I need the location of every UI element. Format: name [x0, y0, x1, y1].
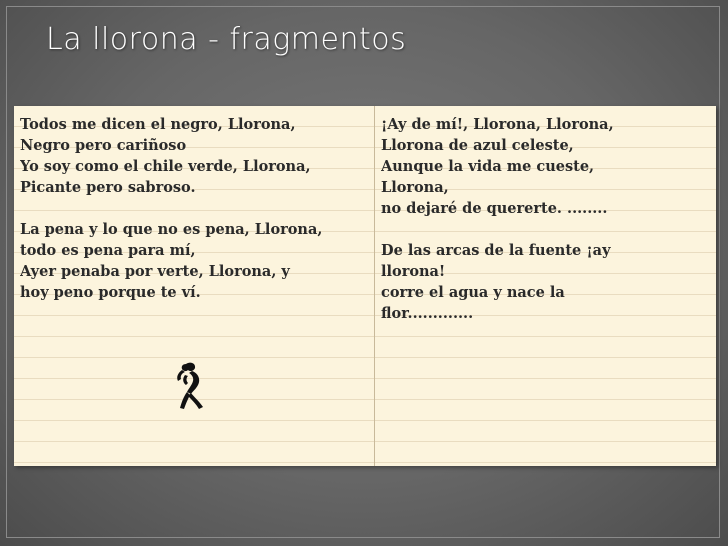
lyric-line: Todos me dicen el negro, Llorona, — [20, 116, 296, 133]
right-column — [375, 106, 716, 466]
lyric-line: La pena y lo que no es pena, Llorona, — [20, 221, 323, 238]
lyric-line: hoy peno porque te ví. — [20, 284, 201, 301]
lyric-line: Llorona, — [381, 179, 449, 196]
lyric-line: De las arcas de la fuente ¡ay — [381, 242, 611, 259]
lyric-line: Yo soy como el chile verde, Llorona, — [20, 158, 311, 175]
lyric-line: no dejaré de quererte. ........ — [381, 200, 608, 217]
lyric-line: corre el agua y nace la — [381, 284, 565, 301]
lyric-line: ¡Ay de mí!, Llorona, Llorona, — [381, 116, 614, 133]
lyric-line: Ayer penaba por verte, Llorona, y — [20, 263, 290, 280]
stanza-gap — [381, 219, 712, 240]
lyric-line: todo es pena para mí, — [20, 242, 196, 259]
lyric-line: Picante pero sabroso. — [20, 179, 196, 196]
lyric-line: Llorona de azul celeste, — [381, 137, 574, 154]
dancer-clipart-icon — [172, 361, 208, 411]
lyric-line: Negro pero cariñoso — [20, 137, 187, 154]
lyric-line: flor............. — [381, 305, 474, 322]
lyric-line: Aunque la vida me cueste, — [381, 158, 595, 175]
stanza-gap — [20, 198, 370, 219]
left-column — [14, 106, 375, 466]
lyrics-table — [14, 106, 716, 466]
slide-title: La llorona - fragmentos — [46, 22, 407, 57]
lyric-line: llorona! — [381, 263, 446, 280]
